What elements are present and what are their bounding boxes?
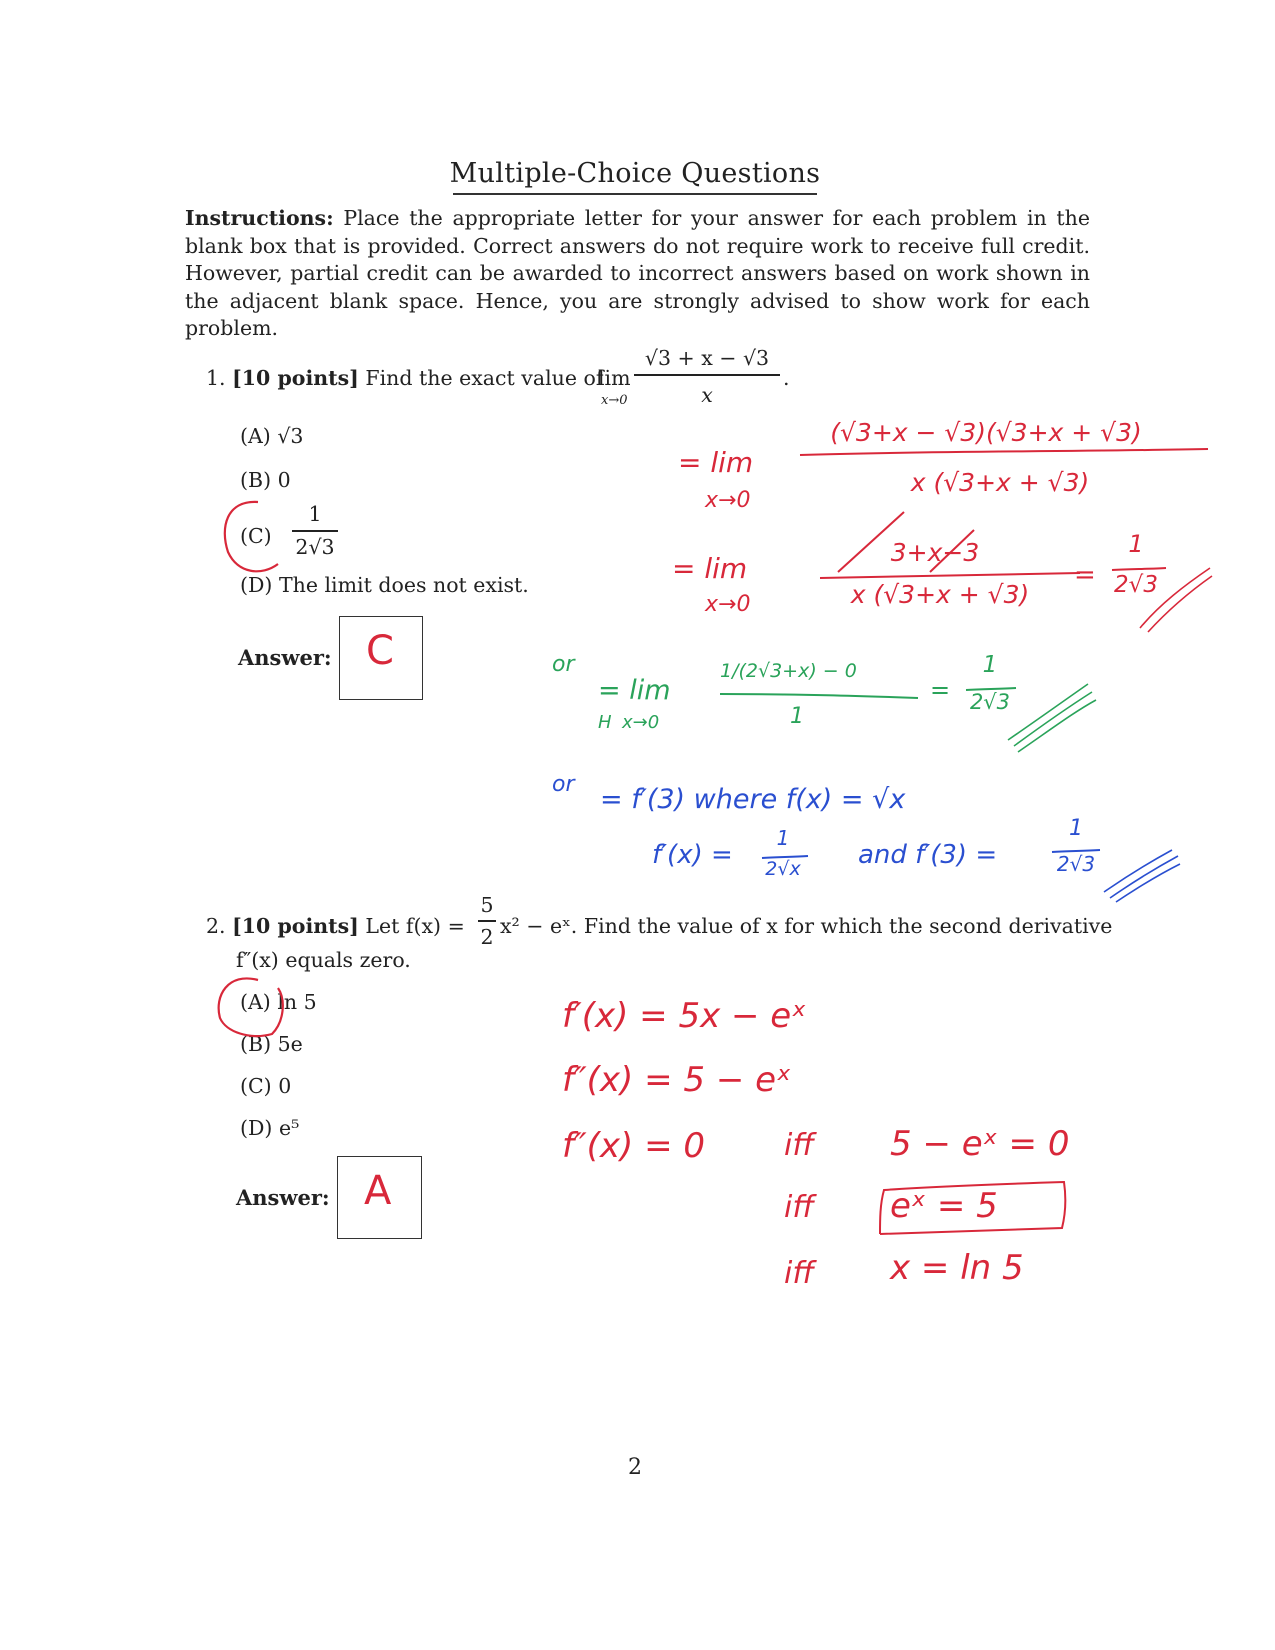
q1-frac-num: √3 + x − √3	[644, 346, 770, 370]
q2-option-c-letter: (C)	[240, 1074, 272, 1098]
q1-work-r2-res-den: 2√3	[1114, 572, 1158, 598]
q1-work-r2-res-bar	[1112, 568, 1166, 570]
q1-work-b2a: f′(x) =	[652, 840, 733, 870]
q2-points: [10 points]	[232, 914, 359, 938]
q2-option-d-letter: (D)	[240, 1116, 273, 1140]
page-number: 2	[628, 1455, 642, 1480]
q2-option-b-text: 5e	[277, 1032, 303, 1056]
q1-end: .	[783, 366, 790, 390]
q1-work-b2b: and f′(3) =	[858, 840, 998, 870]
q2-answer-label: Answer:	[236, 1185, 330, 1210]
q2-work-iff-2: iff	[784, 1190, 814, 1225]
q1-work-b2b-num: 1	[1069, 816, 1083, 841]
q2-work-iff-1: iff	[784, 1128, 814, 1163]
q2-work-s2: eˣ = 5	[890, 1186, 998, 1226]
q1-answer-label: Answer:	[238, 645, 332, 670]
q1-work-g-den: 1	[790, 704, 804, 729]
q1-work-g-h: H	[598, 712, 612, 733]
q1-work-g-res-eq: =	[930, 676, 951, 704]
q1-work-g-res-bar	[966, 688, 1016, 690]
q1-option-a-text: √3	[277, 424, 304, 448]
q2-work-iff-3: iff	[784, 1256, 814, 1291]
q1-work-or2: or	[552, 772, 575, 797]
q1-work-r2-res-eq: =	[1074, 560, 1096, 590]
q1-work-g-sub: x→0	[622, 712, 660, 733]
q1-work-red-strokes	[1140, 568, 1212, 632]
q1-work-b2a-num: 1	[776, 826, 790, 850]
q1-option-d-letter: (D)	[240, 573, 273, 597]
q1-work-g-eq: = lim	[598, 675, 671, 706]
q1-work-g-res-num: 1	[982, 652, 998, 678]
instructions-text: Place the appropriate letter for your answer for each problem in the blank box that is provided. Correct answers do not require work to receive full credit. However, partial credit can be awarded to incorrect answers based on work shown in the adjacent blank space. Hence, you are strongly advised to show work for each problem.	[185, 206, 1090, 340]
q1-option-a-letter: (A)	[240, 424, 271, 448]
q2-option-d-text: e⁵	[278, 1116, 300, 1140]
q1-work-b2b-den: 2√3	[1056, 852, 1096, 876]
q1-work-r1-sub: x→0	[705, 488, 751, 513]
q1-work-or1: or	[552, 652, 575, 677]
q2-prompt-c: f″(x) equals zero.	[236, 948, 411, 972]
q1-work-b2a-den: 2√x	[765, 858, 801, 880]
q1-lim-sub: x→0	[601, 393, 628, 408]
q1-work-cancel-1	[838, 512, 904, 572]
q1-work-r2-res-num: 1	[1128, 530, 1144, 558]
q1-work-b2b-bar	[1052, 850, 1100, 852]
q2-work-l3: f″(x) = 0	[562, 1126, 706, 1166]
q2-prompt-b: x² − eˣ. Find the value of x for which the second derivative	[500, 914, 1113, 938]
q2-option-c-text: 0	[278, 1074, 292, 1098]
q1-work-r2-den: x (√3+x + √3)	[850, 580, 1030, 609]
q2-option-a-letter: (A)	[240, 990, 271, 1014]
q1-option-c-num: 1	[308, 502, 322, 526]
page-title: Multiple-Choice Questions	[449, 158, 821, 189]
q1-work-blue-strokes	[1104, 850, 1180, 902]
q1-work-r1-den: x (√3+x + √3)	[910, 468, 1090, 497]
q2-work-s3: x = ln 5	[890, 1248, 1024, 1288]
q1-work-r2-eq: = lim	[672, 552, 748, 585]
q1-number: 1.	[206, 366, 226, 390]
q2-work-s1: 5 − eˣ = 0	[890, 1124, 1070, 1164]
q1-work-g-num: 1/(2√3+x) − 0	[720, 660, 857, 682]
q1-option-b-letter: (B)	[240, 468, 272, 492]
q1-answer-value: C	[366, 628, 394, 674]
q2-answer-value: A	[364, 1168, 392, 1214]
q2-option-b-letter: (B)	[240, 1032, 272, 1056]
q1-option-d-text: The limit does not exist.	[278, 573, 529, 597]
q1-prompt-text: Find the exact value of	[365, 366, 604, 390]
q1-work-r2-num: 3+x−3	[890, 538, 980, 567]
q2-number: 2.	[206, 914, 226, 938]
q1-option-b-text: 0	[277, 468, 291, 492]
q1-work-green-strokes	[1008, 684, 1096, 752]
q1-work-b2a-bar	[762, 856, 808, 858]
q2-prompt-a-text: Let f(x) =	[365, 914, 465, 938]
q1-lim: lim	[598, 366, 631, 390]
q1-work-g-bar	[720, 694, 918, 698]
q2-option-a-text: ln 5	[277, 990, 317, 1014]
q1-work-cancel-2	[930, 530, 974, 572]
q1-work-g-res-den: 2√3	[969, 690, 1011, 714]
q2-work-l2: f″(x) = 5 − eˣ	[562, 1060, 792, 1100]
q2-work-answer-box	[880, 1182, 1065, 1234]
q1-work-r2-sub: x→0	[705, 592, 751, 617]
q2-work-l1: f′(x) = 5x − eˣ	[562, 996, 807, 1036]
q1-work-r2-bar	[820, 573, 1080, 578]
instructions-label: Instructions:	[185, 206, 334, 230]
q1-option-c-den: 2√3	[295, 535, 335, 559]
q1-option-c-letter: (C)	[240, 524, 272, 548]
q1-work-r1-eq: = lim	[678, 446, 754, 479]
q2-answer-circle	[219, 978, 283, 1036]
q1-work-r1-num: (√3+x − √3)(√3+x + √3)	[830, 418, 1142, 447]
q1-frac-den: x	[701, 383, 713, 407]
q2-frac-den: 2	[480, 925, 494, 949]
q1-points: [10 points]	[232, 366, 359, 390]
q1-work-r1-bar	[800, 449, 1208, 455]
q1-answer-circle	[225, 502, 278, 571]
q1-work-b1: = f′(3) where f(x) = √x	[600, 784, 906, 815]
q2-frac-num: 5	[480, 893, 494, 917]
